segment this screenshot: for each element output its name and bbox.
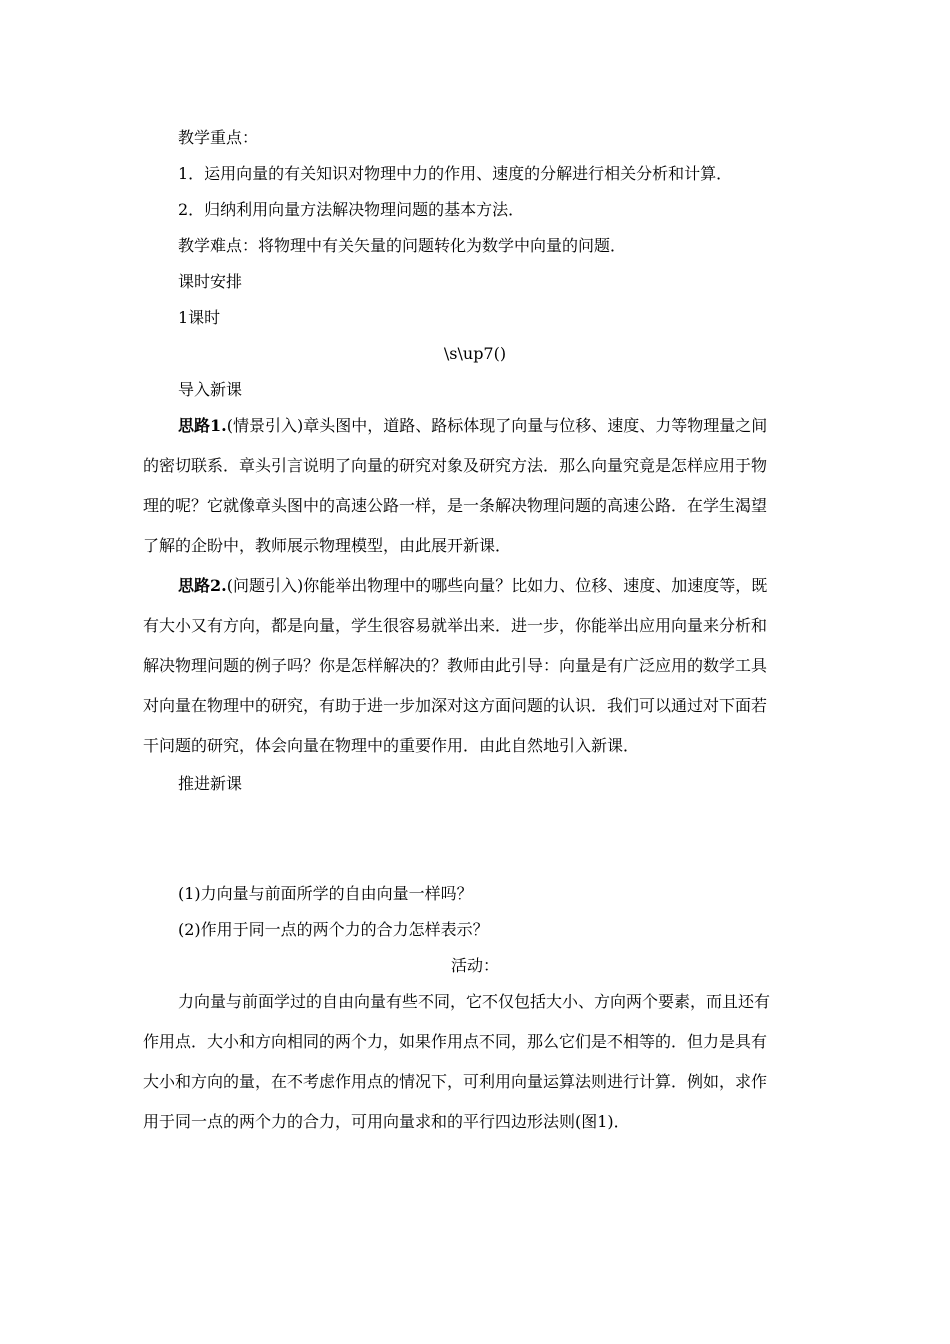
new-lesson-heading: 推进新课 <box>178 774 243 793</box>
activity-heading: 活动： <box>450 956 499 975</box>
teaching-focus-heading: 教学重点： <box>178 128 259 147</box>
idea-2-line <box>178 576 767 596</box>
paragraph-line: 力向量与前面学过的自由向量有些不同，它不仅包括大小、方向两个要素，而且还有 <box>178 992 771 1011</box>
question-2: (2)作用于同一点的两个力的合力怎样表示？ <box>178 920 489 939</box>
paragraph-line: 的密切联系．章头引言说明了向量的研究对象及研究方法．那么向量究竟是怎样应用于物 <box>143 456 768 475</box>
schedule-heading: 课时安排 <box>178 272 243 291</box>
idea-1-text: (情景引入)章头图中，道路、路标体现了向量与位移、速度、力等物理量之间 <box>226 416 768 435</box>
paragraph-line: 大小和方向的量，在不考虑作用点的情况下，可利用向量运算法则进行计算．例如，求作 <box>143 1072 768 1091</box>
idea-2-text: (问题引入)你能举出物理中的哪些向量？比如力、位移、速度、加速度等，既 <box>226 576 768 595</box>
paragraph-line: 有大小又有方向，都是向量，学生很容易就举出来．进一步，你能举出应用向量来分析和 <box>143 616 768 635</box>
paragraph-line: 干问题的研究，体会向量在物理中的重要作用．由此自然地引入新课． <box>143 736 640 755</box>
intro-heading: 导入新课 <box>178 380 243 399</box>
paragraph-line: 了解的企盼中，教师展示物理模型，由此展开新课． <box>143 536 512 555</box>
paragraph-line: 用于同一点的两个力的合力，可用向量求和的平行四边形法则(图1)． <box>143 1112 630 1131</box>
idea-1-line <box>178 416 767 436</box>
question-1: (1)力向量与前面所学的自由向量一样吗？ <box>178 884 473 903</box>
teaching-difficulty: 教学难点：将物理中有关矢量的问题转化为数学中向量的问题． <box>178 236 627 255</box>
paragraph-line: 作用点．大小和方向相同的两个力，如果作用点不同，那么它们是不相等的．但力是具有 <box>143 1032 768 1051</box>
schedule-value: 1课时 <box>178 308 221 327</box>
field-code-artifact: \s\up7() <box>443 344 507 363</box>
idea-2-label: 思路2. <box>178 576 227 595</box>
paragraph-line: 理的呢？它就像章头图中的高速公路一样，是一条解决物理问题的高速公路．在学生渴望 <box>143 496 768 515</box>
paragraph-line: 解决物理问题的例子吗？你是怎样解决的？教师由此引导：向量是有广泛应用的数学工具 <box>143 656 768 675</box>
focus-item-2: 2．归纳利用向量方法解决物理问题的基本方法． <box>178 200 525 219</box>
idea-1-label: 思路1. <box>178 416 227 435</box>
paragraph-line: 对向量在物理中的研究，有助于进一步加深对这方面问题的认识．我们可以通过对下面若 <box>143 696 768 715</box>
focus-item-1: 1．运用向量的有关知识对物理中力的作用、速度的分解进行相关分析和计算． <box>178 164 733 183</box>
